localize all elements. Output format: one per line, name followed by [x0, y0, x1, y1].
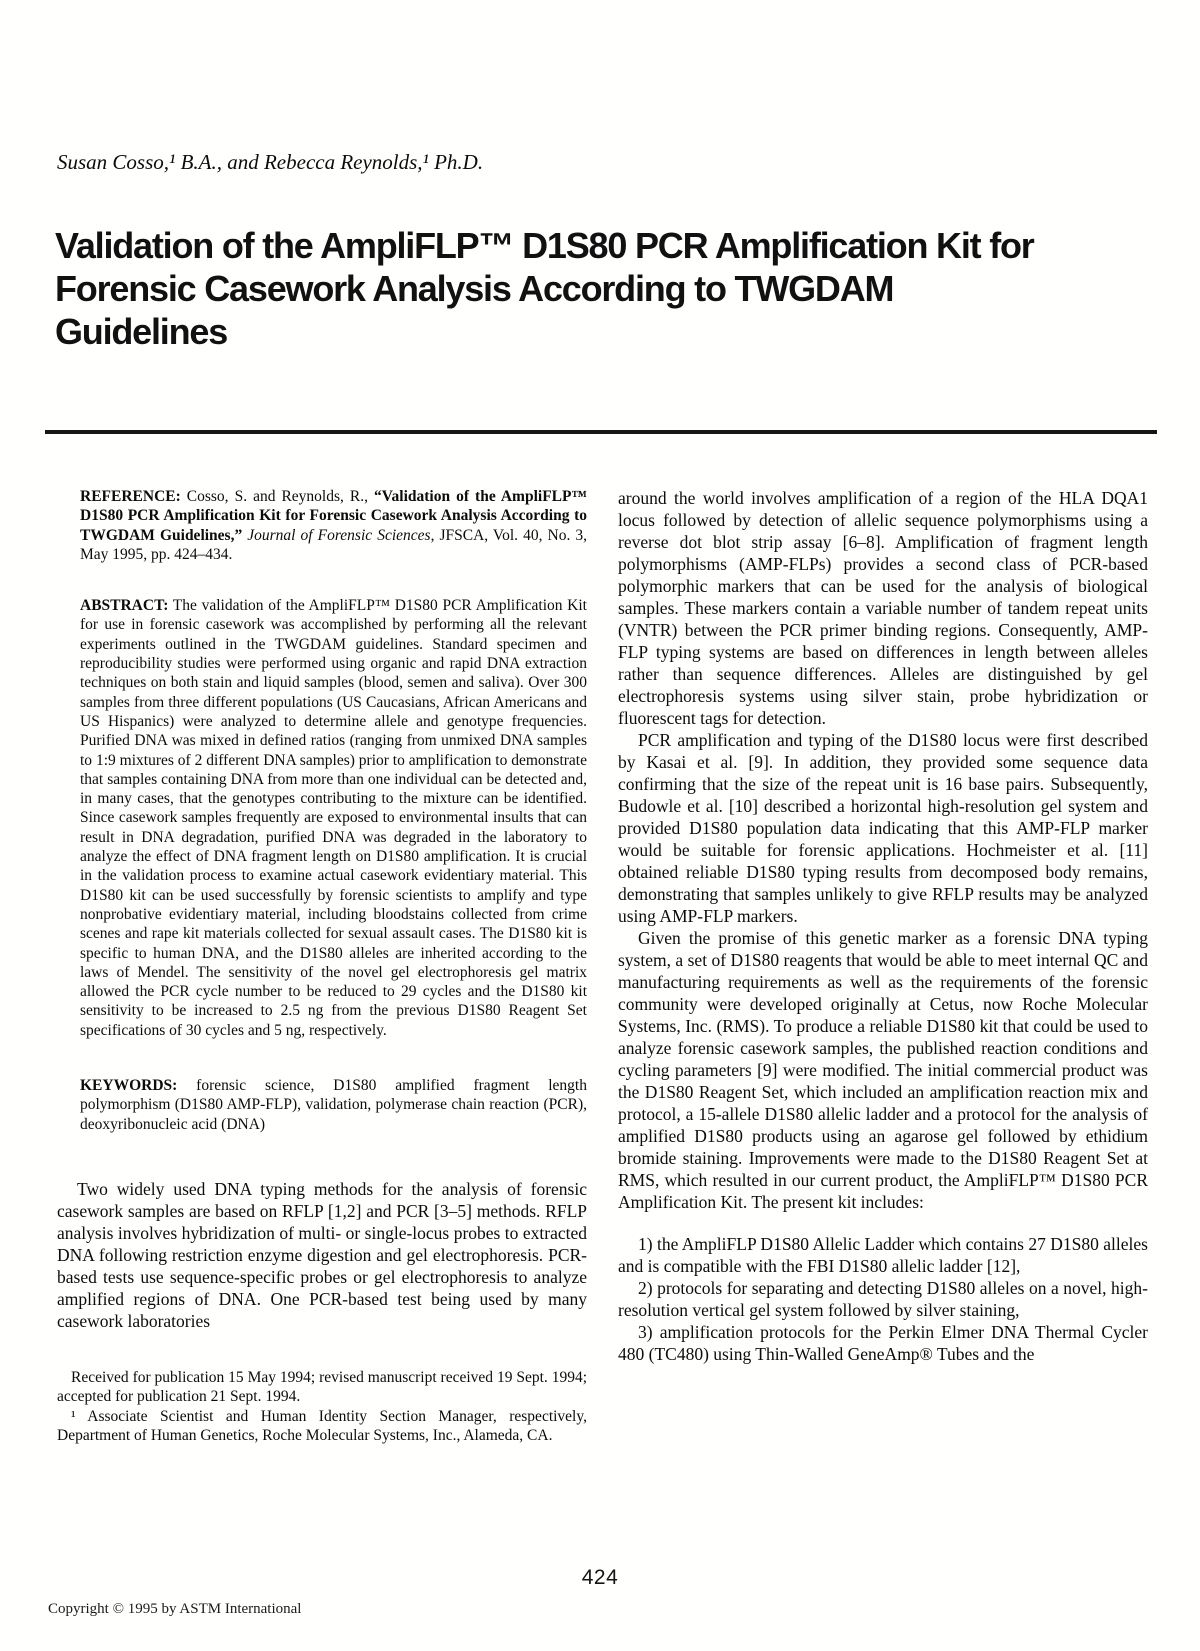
right-column	[618, 487, 1148, 1365]
paragraph-continuation: around the world involves amplification of a region of the HLA DQA1 locus followed by detection of allelic sequence polymorphisms using a reverse dot blot strip assay [6–8]. Amplification of fragment length polymorphisms (AMP-FLPs) provides a second class of PCR-based polymorphic markers that can be used for the analysis of biological samples. These markers contain a variable number of tandem repeat units (VNTR) between the PCR primer binding regions. Consequently, AMP-FLP typing systems are based on differences in length between alleles rather than sequence differences. Alleles are distinguished by gel electrophoresis systems using silver stain, probe hybridization or fluorescent tags for detection.	[618, 488, 1148, 728]
footnote-affiliation: ¹ Associate Scientist and Human Identity Section Manager, respectively, Department of Human Genetics, Roche Molecular Systems, Inc., Alameda, CA.	[57, 1407, 587, 1444]
authors-line: Susan Cosso,¹ B.A., and Rebecca Reynolds,¹ Ph.D.	[57, 150, 484, 174]
abstract-section	[57, 596, 587, 1040]
footnote-received: Received for publication 15 May 1994; revised manuscript received 19 Sept. 1994; accepted for publication 21 Sept. 1994.	[57, 1368, 587, 1406]
keywords-section	[57, 1076, 587, 1134]
abstract-label: ABSTRACT:	[80, 597, 169, 615]
reference-journal-name: Journal of Forensic Sciences	[242, 526, 431, 544]
title-line-3: Guidelines	[55, 311, 228, 352]
copyright-notice: Copyright © 1995 by ASTM International	[48, 1601, 302, 1617]
paper-title	[55, 224, 1034, 353]
reference-citation-post: , JFSCA, Vol. 40, No. 3, May 1995, pp. 424–434.	[80, 526, 588, 563]
reference-citation-pre: Cosso, S. and Reynolds, R.,	[180, 488, 375, 505]
keywords-text: forensic science, D1S80 amplified fragment length polymorphism (D1S80 AMP-FLP), validation, polymerase chain reaction (PCR), deoxyribonucleic acid (DNA)	[80, 1077, 587, 1133]
paragraph-kit-development: Given the promise of this genetic marker as a forensic DNA typing system, a set of D1S80 reagents that would be able to meet internal QC and manufacturing requirements as well as the requirements of the forensic community were developed originally at Cetus, now Roche Molecular Systems, Inc. (RMS). To produce a reliable D1S80 kit that could be used to analyze forensic casework samples, the published reaction conditions and cycling parameters [9] were modified. The initial commercial product was the D1S80 Reagent Set, which included an amplification reaction mix and protocol, a 15-allele D1S80 allelic ladder and a protocol for the analysis of amplified D1S80 products using an agarose gel followed by ethidium bromide staining. Improvements were made to the D1S80 Reagent Set at RMS, which resulted in our current product, the AmpliFLP™ D1S80 PCR Amplification Kit. The present kit includes:	[618, 928, 1148, 1212]
title-line-1: Validation of the AmpliFLP™ D1S80 PCR Amplification Kit for	[55, 225, 1034, 266]
footnote-block	[57, 1368, 587, 1445]
list-item-protocols: 2) protocols for separating and detecting D1S80 alleles on a novel, high-resolution vertical gel system followed by silver staining,	[618, 1278, 1148, 1320]
abstract-text: The validation of the AmpliFLP™ D1S80 PCR Amplification Kit for use in forensic casework was accomplished by performing all the relevant experiments outlined in the TWGDAM guidelines. Standard specimen and reproducibility studies were performed using organic and rapid DNA extraction techniques on both stain and liquid samples (blood, semen and saliva). Over 300 samples from three different populations (US Caucasians, African Americans and US Hispanics) were analyzed to determine allele and genotype frequencies. Purified DNA was mixed in defined ratios (ranging from unmixed DNA samples to 1:9 mixtures of 2 different DNA samples) prior to amplification to demonstrate that samples containing DNA from more than one individual can be detected and, in many cases, that the genotypes contributing to the mixture can be identified. Since casework samples frequently are exposed to environmental insults that can result in DNA degradation, purified DNA was degraded in the laboratory to analyze the effect of DNA fragment length on D1S80 amplification. It is crucial in the validation process to examine actual casework evidentiary material. This D1S80 kit can be used successfully by forensic scientists to amplify and type nonprobative evidentiary material, including bloodstains collected from crime scenes and rape kit materials collected for sexual assault cases. The D1S80 kit is specific to human DNA, and the D1S80 alleles are inherited according to the laws of Mendel. The sensitivity of the novel gel electrophoresis gel matrix allowed the PCR cycle number to be reduced to 29 cycles and the D1S80 kit sensitivity to be increased to 2.5 ng from the previous D1S80 Reagent Set specifications of 30 cycles and 5 ng, respectively.	[80, 597, 587, 1039]
paragraph-d1s80-typing: PCR amplification and typing of the D1S80 locus were first described by Kasai et al. [9]. In addition, they provided some sequence data confirming that the size of the repeat unit is 16 base pairs. Subsequently, Budowle et al. [10] described a horizontal high-resolution gel system and provided D1S80 population data indicating that this AMP-FLP marker would be suitable for forensic applications. Hochmeister et al. [11] obtained reliable D1S80 typing results from decomposed body remains, demonstrating that samples unlikely to give RFLP results may be analyzed using AMP-FLP markers.	[618, 730, 1148, 926]
list-item-allelic-ladder: 1) the AmpliFLP D1S80 Allelic Ladder which contains 27 D1S80 alleles and is compatible with the FBI D1S80 allelic ladder [12],	[618, 1234, 1148, 1276]
left-column	[57, 487, 587, 1445]
reference-citation-title: “Validation of the AmpliFLP™ D1S80 PCR Amplification Kit for Forensic Casework Analysis According to TWGDAM Guidelines,”	[80, 488, 587, 544]
reference-section	[57, 487, 587, 564]
title-line-2: Forensic Casework Analysis According to TWGDAM	[55, 268, 894, 309]
reference-label: REFERENCE:	[80, 488, 181, 505]
intro-paragraph: Two widely used DNA typing methods for the analysis of forensic casework samples are based on RFLP [1,2] and PCR [3–5] methods. RFLP analysis involves hybridization of multi- or single-locus probes to extracted DNA following restriction enzyme digestion and gel electrophoresis. PCR-based tests use sequence-specific probes or gel electrophoresis to analyze amplified regions of DNA. One PCR-based test being used by many casework laboratories	[57, 1178, 587, 1331]
keywords-label: KEYWORDS:	[80, 1077, 178, 1095]
page-number: 424	[581, 1566, 619, 1589]
divider-rule	[45, 430, 1157, 434]
list-item-amplification: 3) amplification protocols for the Perkin Elmer DNA Thermal Cycler 480 (TC480) using Thin-Walled GeneAmp® Tubes and the	[618, 1322, 1148, 1364]
